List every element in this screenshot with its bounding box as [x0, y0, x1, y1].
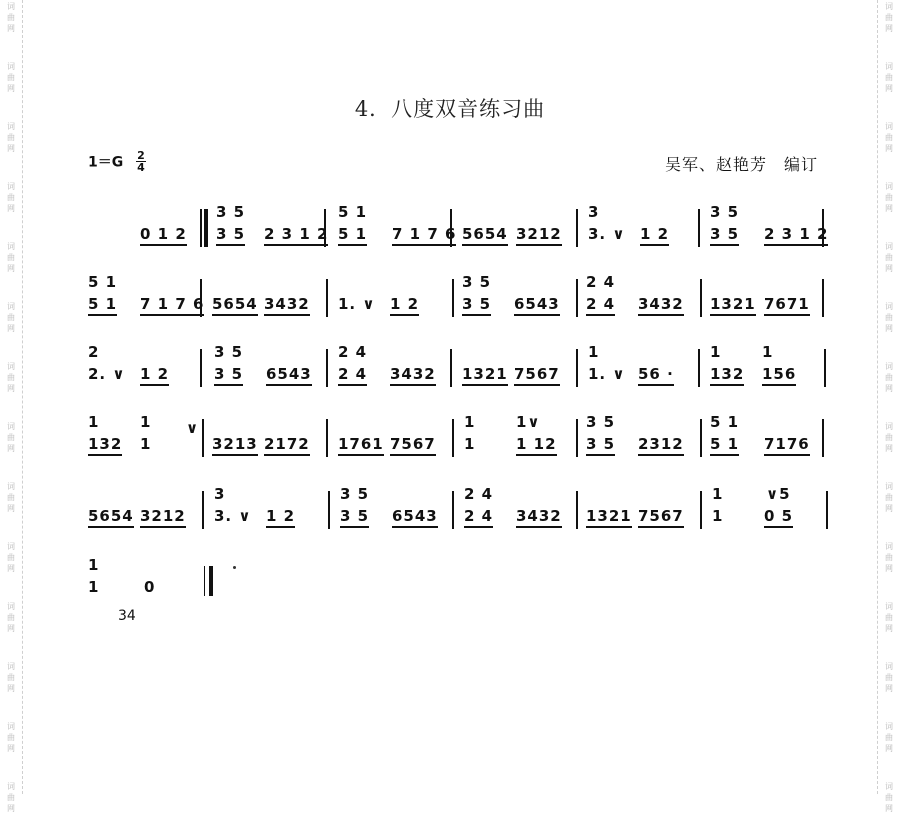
note-group: 1 2: [390, 295, 419, 316]
note-group: 6543: [514, 295, 560, 316]
barline: [450, 349, 452, 387]
watermark-glyph: 网: [885, 264, 893, 273]
watermark-glyph: 曲: [885, 73, 893, 82]
barline: [826, 491, 828, 529]
watermark-glyph: 词: [885, 782, 893, 791]
chord-upper: 2: [88, 343, 100, 361]
chord-upper: 2 4: [464, 485, 494, 503]
watermark-glyph: 网: [7, 684, 15, 693]
barline: [576, 491, 578, 529]
score-line-1: [88, 203, 830, 265]
note-group: 2172: [264, 435, 310, 456]
note-group: 7 1 7 6: [140, 295, 204, 316]
barline: [700, 491, 702, 529]
chord-upper: 1: [88, 413, 100, 431]
watermark-glyph: 曲: [7, 433, 15, 442]
watermark-glyph: 网: [7, 504, 15, 513]
watermark-glyph: 曲: [7, 673, 15, 682]
barline: [700, 279, 702, 317]
note-group: 7567: [390, 435, 436, 456]
chord-upper: 3 5: [586, 413, 616, 431]
note-group: 7567: [638, 507, 684, 528]
watermark-glyph: 词: [885, 122, 893, 131]
watermark-glyph: 曲: [885, 433, 893, 442]
note-group: 1761: [338, 435, 384, 456]
watermark-glyph: 曲: [7, 793, 15, 802]
barline: [822, 209, 824, 247]
watermark-glyph: 曲: [7, 133, 15, 142]
watermark-glyph: 曲: [885, 553, 893, 562]
watermark-glyph: 网: [885, 204, 893, 213]
time-signature: [136, 150, 146, 173]
watermark-glyph: 网: [7, 264, 15, 273]
chord-upper: 3: [214, 485, 226, 503]
breath-mark: ∨: [186, 419, 200, 437]
repeat-barline: [204, 209, 208, 247]
watermark-glyph: 词: [885, 602, 893, 611]
barline: [452, 419, 454, 457]
score-line-4: [88, 413, 830, 475]
chord-upper: 3 5: [462, 273, 492, 291]
barline: [576, 279, 578, 317]
note-group: 3432: [264, 295, 310, 316]
time-numerator: 2: [137, 149, 145, 162]
note-group: 3. ∨: [588, 225, 626, 243]
note-group: 3 5: [216, 225, 245, 246]
barline: [698, 209, 700, 247]
watermark-glyph: 词: [7, 62, 15, 71]
watermark-glyph: 词: [7, 602, 15, 611]
watermark-glyph: 词: [7, 722, 15, 731]
watermark-glyph: 曲: [885, 493, 893, 502]
watermark-glyph: 网: [885, 84, 893, 93]
chord-upper: 5 1: [710, 413, 740, 431]
watermark-glyph: 曲: [885, 13, 893, 22]
note-group: 1 2: [266, 507, 295, 528]
watermark-glyph: 曲: [7, 373, 15, 382]
barline: [200, 279, 202, 317]
time-denominator: 4: [137, 161, 145, 174]
watermark-glyph: 网: [7, 624, 15, 633]
watermark-glyph: 网: [7, 744, 15, 753]
watermark-glyph: 词: [7, 662, 15, 671]
score-line-3: [88, 343, 830, 405]
watermark-glyph: 网: [885, 384, 893, 393]
note-group: 3 5: [340, 507, 369, 528]
note-group: 1321: [586, 507, 632, 528]
barline: [576, 419, 578, 457]
note-group: 0 1 2: [140, 225, 187, 246]
barline: [824, 349, 826, 387]
watermark-glyph: 词: [7, 362, 15, 371]
note-group: 5654: [212, 295, 258, 316]
watermark-glyph: 词: [7, 302, 15, 311]
watermark-glyph: 曲: [885, 373, 893, 382]
watermark-glyph: 曲: [7, 493, 15, 502]
watermark-glyph: 曲: [885, 253, 893, 262]
note-group: 5 1: [710, 435, 739, 456]
watermark-glyph: 网: [885, 564, 893, 573]
barline: [700, 419, 702, 457]
note-group: 1: [464, 435, 476, 453]
chord-upper: 1: [88, 556, 100, 574]
watermark-glyph: 曲: [7, 733, 15, 742]
barline: [822, 419, 824, 457]
watermark-glyph: 曲: [7, 553, 15, 562]
watermark-glyph: 网: [885, 144, 893, 153]
arranger-credit: 吴军、赵艳芳 编订: [664, 155, 818, 174]
watermark-glyph: 曲: [885, 133, 893, 142]
barline: [822, 279, 824, 317]
watermark-glyph: 网: [7, 24, 15, 33]
note-group: 3 5: [586, 435, 615, 456]
note-group: 1 2: [140, 365, 169, 386]
note-group: 1. ∨: [338, 295, 376, 313]
note-group: 3 5: [462, 295, 491, 316]
watermark-glyph: 词: [7, 422, 15, 431]
note-group: 1: [88, 578, 100, 596]
note-group: 7 1 7 6: [392, 225, 456, 246]
watermark-glyph: 词: [885, 62, 893, 71]
note-group: 5654: [88, 507, 134, 528]
note-group: 7176: [764, 435, 810, 456]
chord-upper: 1: [712, 485, 724, 503]
final-barline: [204, 566, 213, 596]
barline: [200, 349, 202, 387]
barline: [452, 491, 454, 529]
chord-upper: 5 1: [88, 273, 118, 291]
note-group: 6543: [392, 507, 438, 528]
note-group: 3. ∨: [214, 507, 252, 525]
chord-upper: 3 5: [216, 203, 246, 221]
chord-upper: 1: [710, 343, 722, 361]
chord-upper: 2 4: [586, 273, 616, 291]
chord-upper: 1: [762, 343, 774, 361]
barline: [326, 419, 328, 457]
watermark-glyph: 曲: [885, 733, 893, 742]
chord-upper: 3 5: [340, 485, 370, 503]
watermark-glyph: 词: [885, 662, 893, 671]
barline: [698, 349, 700, 387]
watermark-glyph: 词: [885, 722, 893, 731]
note-group: 3432: [390, 365, 436, 386]
note-group: 132: [710, 365, 744, 386]
key-label: 1＝G: [88, 154, 124, 171]
watermark-glyph: 词: [885, 2, 893, 11]
watermark-glyph: 网: [885, 444, 893, 453]
chord-upper: 3: [588, 203, 600, 221]
note-group: 2. ∨: [88, 365, 126, 383]
watermark-glyph: 词: [7, 2, 15, 11]
score-line-2: [88, 273, 830, 335]
watermark-glyph: 词: [7, 242, 15, 251]
watermark-glyph: 网: [7, 444, 15, 453]
watermark-glyph: 词: [885, 242, 893, 251]
barline: [202, 491, 204, 529]
watermark-glyph: 词: [7, 542, 15, 551]
watermark-glyph: 网: [7, 144, 15, 153]
note-group: 6543: [266, 365, 312, 386]
chord-upper: 1: [464, 413, 476, 431]
watermark-glyph: 词: [885, 542, 893, 551]
barline: [576, 349, 578, 387]
note-group: 0 5: [764, 507, 793, 528]
score-line-5: [88, 485, 830, 547]
note-group: 0: [144, 578, 156, 596]
watermark-glyph: 曲: [7, 73, 15, 82]
watermark-glyph: 曲: [7, 313, 15, 322]
note-group: 156: [762, 365, 796, 386]
watermark-glyph: 网: [885, 324, 893, 333]
watermark-glyph: 网: [7, 324, 15, 333]
barline: [328, 491, 330, 529]
chord-upper: 3 5: [214, 343, 244, 361]
watermark-glyph: 网: [885, 684, 893, 693]
page-number: 34: [118, 608, 136, 624]
watermark-glyph: 曲: [885, 673, 893, 682]
note-group: 3432: [516, 507, 562, 528]
barline: [326, 279, 328, 317]
note-group: 7567: [514, 365, 560, 386]
watermark-glyph: 曲: [885, 613, 893, 622]
barline: [324, 209, 326, 247]
watermark-glyph: 网: [885, 804, 893, 813]
watermark-glyph: 曲: [7, 613, 15, 622]
chord-upper: 1∨: [516, 413, 541, 431]
note-group: 3 5: [214, 365, 243, 386]
note-group: 2 3 1 2: [764, 225, 828, 246]
watermark-glyph: 网: [885, 24, 893, 33]
chord-upper: 5 1: [338, 203, 368, 221]
note-group: 1 12: [516, 435, 557, 456]
note-group: 3212: [516, 225, 562, 246]
note-group: 56 ·: [638, 365, 674, 386]
watermark-glyph: 网: [885, 624, 893, 633]
barline: [576, 209, 578, 247]
watermark-glyph: 网: [7, 564, 15, 573]
note-group: 2 4: [586, 295, 615, 316]
barline: [326, 349, 328, 387]
watermark-glyph: 曲: [885, 793, 893, 802]
note-group: 7671: [764, 295, 810, 316]
note-group: 3212: [140, 507, 186, 528]
watermark-glyph: 词: [885, 362, 893, 371]
watermark-glyph: 网: [7, 84, 15, 93]
watermark-glyph: 曲: [7, 253, 15, 262]
watermark-glyph: 网: [7, 204, 15, 213]
note-group: 5654: [462, 225, 508, 246]
watermark-glyph: 词: [885, 302, 893, 311]
watermark-glyph: 曲: [7, 193, 15, 202]
chord-upper: 1: [588, 343, 600, 361]
note-group: 1: [140, 435, 152, 453]
note-group: 5 1: [338, 225, 367, 246]
watermark-glyph: 网: [7, 804, 15, 813]
chord-upper: 1: [140, 413, 152, 431]
chord-upper: ∨5: [766, 485, 791, 503]
watermark-glyph: 词: [885, 482, 893, 491]
note-group: 3 5: [710, 225, 739, 246]
watermark-glyph: 网: [885, 504, 893, 513]
watermark-glyph: 词: [7, 122, 15, 131]
watermark-glyph: 词: [885, 182, 893, 191]
note-group: 2312: [638, 435, 684, 456]
watermark-glyph: 曲: [7, 13, 15, 22]
note-group: 132: [88, 435, 122, 456]
note-group: 1: [712, 507, 724, 525]
watermark-glyph: 词: [885, 422, 893, 431]
watermark-glyph: 网: [885, 744, 893, 753]
note-group: 2 3 1 2: [264, 225, 328, 246]
barline: [450, 209, 452, 247]
note-group: 2 4: [464, 507, 493, 528]
note-group: 1321: [710, 295, 756, 316]
note-group: 1321: [462, 365, 508, 386]
key-signature: [88, 150, 146, 173]
score-line-6: [88, 556, 830, 618]
chord-upper: 3 5: [710, 203, 740, 221]
note-group: 3213: [212, 435, 258, 456]
note-group: 3432: [638, 295, 684, 316]
watermark-glyph: 词: [7, 482, 15, 491]
note-group: 2 4: [338, 365, 367, 386]
watermark-glyph: 曲: [885, 193, 893, 202]
watermark-glyph: 曲: [885, 313, 893, 322]
watermark-glyph: 词: [7, 182, 15, 191]
note-group: 1. ∨: [588, 365, 626, 383]
page-title: 4．八度双音练习曲: [354, 97, 546, 121]
watermark-glyph: 词: [7, 782, 15, 791]
print-speck: [233, 566, 236, 569]
note-group: 1 2: [640, 225, 669, 246]
barline: [452, 279, 454, 317]
note-group: 5 1: [88, 295, 117, 316]
watermark-glyph: 网: [7, 384, 15, 393]
repeat-barline: [200, 209, 202, 247]
barline: [202, 419, 204, 457]
chord-upper: 2 4: [338, 343, 368, 361]
